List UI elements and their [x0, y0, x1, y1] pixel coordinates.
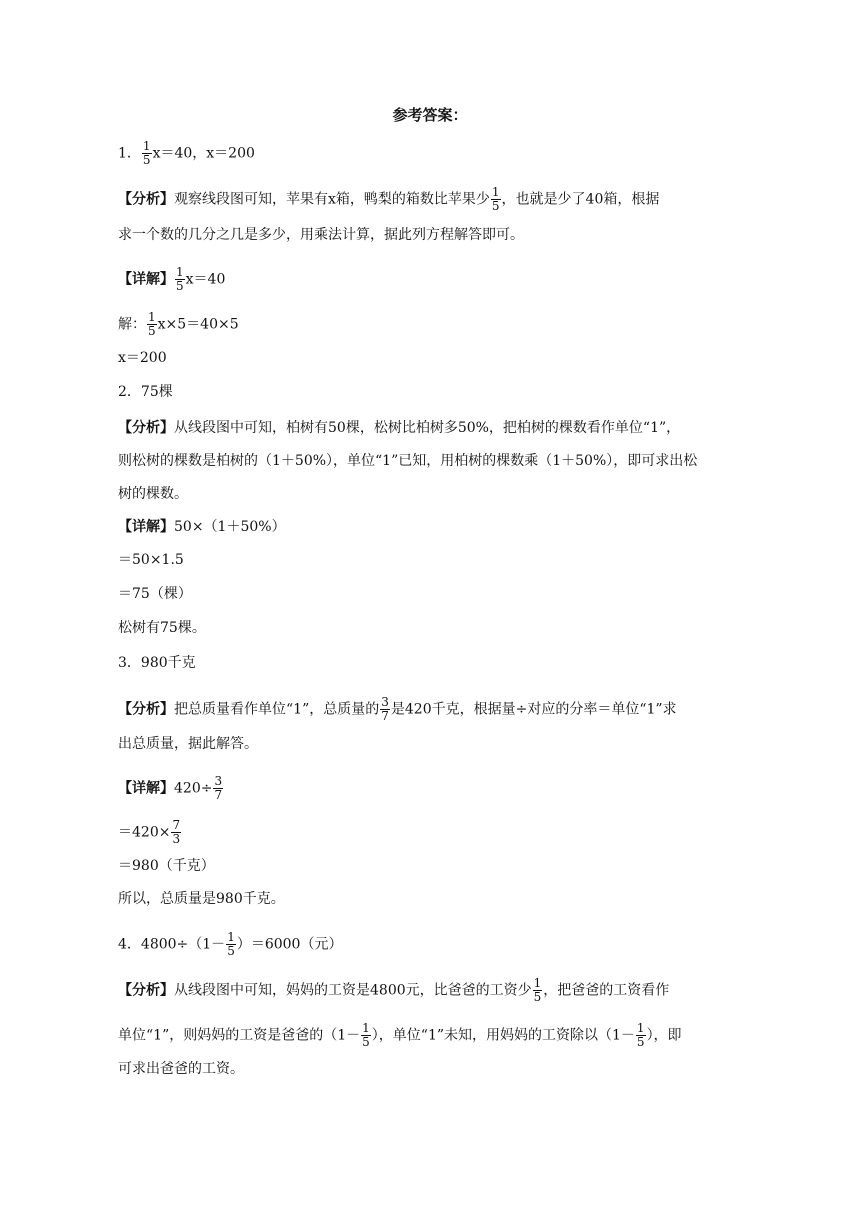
q2-answer: 2．75棵	[118, 384, 173, 400]
q4-answer: 4．4800÷（1－ $\frac{1}{5}$ ）＝6000（元）	[118, 930, 343, 958]
q3-analysis-cont: 出总质量，据此解答。	[118, 736, 258, 752]
q4-analysis-cont2: 可求出爸爸的工资。	[118, 1061, 244, 1077]
fraction: $\frac{1}{5}$	[362, 1021, 370, 1049]
q2-conclusion: 松树有75棵。	[118, 620, 206, 636]
q4-analysis: 【分析】从线段图中可知，妈妈的工资是4800元，比爸爸的工资少 $\frac{1}{5}$ ，把爸爸的工资看作	[118, 976, 670, 1004]
q3-detail: 【详解】420÷ $\frac{3}{7}$	[118, 774, 223, 802]
q1-detail: 【详解】 $\frac{1}{5}$ x＝40	[118, 265, 226, 293]
fraction: $\frac{7}{3}$	[172, 818, 181, 846]
q1-analysis-cont: 求一个数的几分之几是多少，用乘法计算，据此列方程解答即可。	[118, 227, 524, 243]
q4-analysis-cont: 单位“1”，则妈妈的工资是爸爸的（1－ $\frac{1}{5}$ ），单位“1”未知，用妈妈的工资除以（1－ $\frac{1}{5}$ ），即	[118, 1021, 682, 1049]
q2-analysis-cont2: 树的棵数。	[118, 486, 188, 502]
q3-analysis: 【分析】把总质量看作单位“1”，总质量的 $\frac{3}{7}$ 是420千克，根据量÷对应的分率＝单位“1”求	[118, 695, 677, 723]
q1-solve: 解： $\frac{1}{5}$ x×5＝40×5	[118, 310, 239, 338]
fraction: $\frac{1}{5}$	[148, 310, 156, 338]
fraction: $\frac{1}{5}$	[176, 265, 184, 293]
fraction: $\frac{1}{5}$	[227, 930, 235, 958]
fraction: $\frac{3}{7}$	[214, 774, 223, 802]
fraction: $\frac{1}{5}$	[142, 139, 151, 167]
q3-step2: ＝980（千克）	[118, 858, 215, 874]
q2-detail: 【详解】50×（1＋50%）	[118, 519, 286, 535]
fraction: $\frac{3}{7}$	[381, 695, 389, 723]
q1-result: x＝200	[118, 350, 167, 366]
fraction: $\frac{1}{5}$	[491, 185, 500, 213]
q3-conclusion: 所以，总质量是980千克。	[118, 891, 285, 907]
q3-answer: 3．980千克	[118, 655, 196, 671]
q1-analysis: 【分析】观察线段图可知，苹果有x箱，鸭梨的箱数比苹果少 $\frac{1}{5}$ ，也就是少了40箱，根据	[118, 185, 660, 213]
q3-step1: ＝420× $\frac{7}{3}$	[118, 818, 181, 846]
q2-analysis-cont: 则松树的棵数是柏树的（1＋50%），单位“1”已知，用柏树的棵数乘（1＋50%），即可求出松	[118, 453, 698, 469]
page-title: 参考答案：	[392, 106, 468, 124]
q1-answer: 1． $\frac{1}{5}$ x＝40，x＝200	[118, 139, 255, 167]
q2-step1: ＝50×1.5	[118, 552, 184, 568]
q2-step2: ＝75（棵）	[118, 586, 192, 602]
fraction: $\frac{1}{5}$	[533, 976, 542, 1004]
q2-analysis: 【分析】从线段图中可知，柏树有50棵，松树比柏树多50%，把柏树的棵数看作单位“1”，	[118, 420, 681, 436]
fraction: $\frac{1}{5}$	[636, 1021, 645, 1049]
